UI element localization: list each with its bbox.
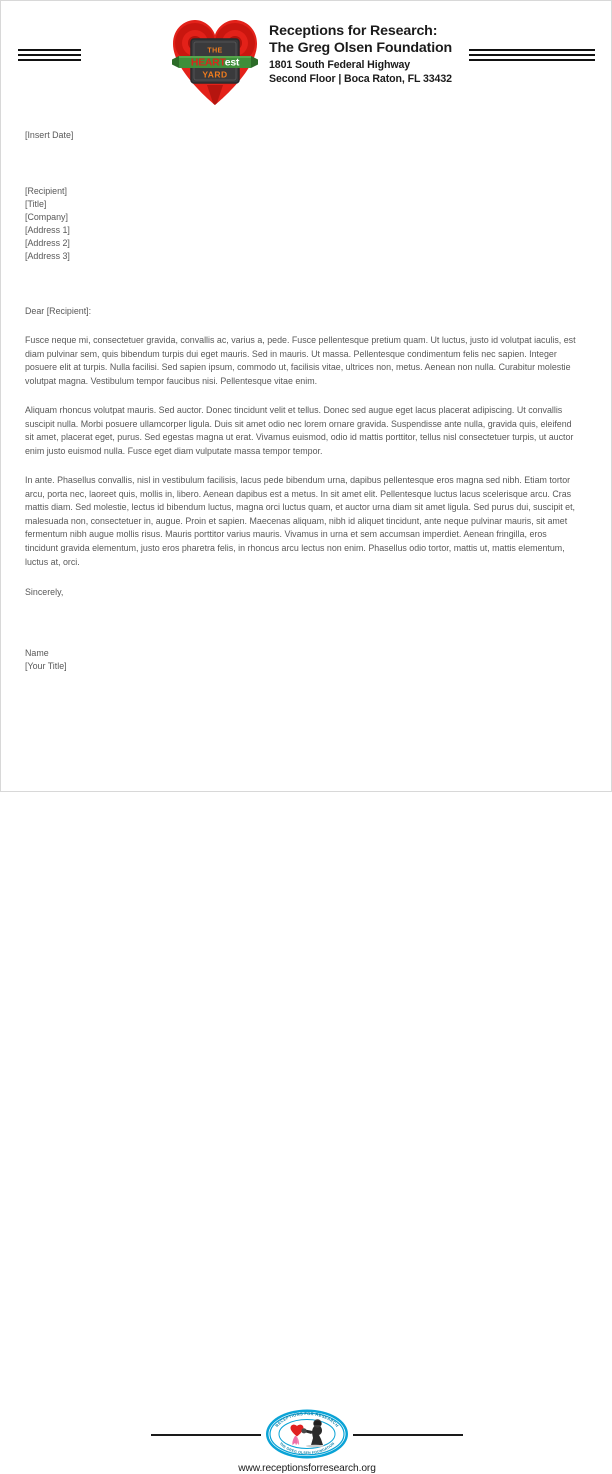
signer-name[interactable]: Name xyxy=(25,647,49,658)
letterhead-footer xyxy=(1,701,612,1474)
body-paragraph: Fusce neque mi, consectetuer gravida, convallis ac, varius a, pede. Fusce pellentesque pretium quam. Ut luctus, justo id volutpat iaculis, est diam pulvinar sem, quis bibendum turpis dui eget mauris. Sed in mauris. Ut massa. Pellentesque condimentum felis nec sapien. Integer posuere elit at turpis. Nulla facilisi. Sed sapien ipsum, commodo ut, facilisis vitae, ultrices non, metus. Aenean non nulla. Curabitur molestie volutpat magna. Vestibulum tempor faucibus nisi. Pellentesque vitae enim. xyxy=(25,335,576,386)
header-rule-line xyxy=(18,54,81,56)
svg-text:YARD: YARD xyxy=(202,69,228,80)
recipient-line[interactable]: [Address 2] xyxy=(25,237,70,248)
organization-identity xyxy=(269,23,509,85)
org-name-line-1: Receptions for Research: xyxy=(269,23,438,39)
letterhead-header xyxy=(1,1,612,113)
footer-website-url[interactable]: www.receptionsforresearch.org xyxy=(238,1463,376,1474)
signature-block xyxy=(25,647,581,673)
letter-body xyxy=(25,129,581,673)
recipient-line[interactable]: [Recipient] xyxy=(25,185,67,196)
body-paragraph: Aliquam rhoncus volutpat mauris. Sed auctor. Donec tincidunt velit et tellus. Donec sed augue eget lacus placerat adipiscing. Ut convallis suscipit nulla. Morbi posuere ullamcorper ligula. Duis sit amet odio nec lorem ornare gravida. Suspendisse ante nulla, gravida quis, eleifend sit amet, placerat eget, purus. Sed egestas magna ut erat. Vivamus euismod, odio id mattis porttitor, tellus nisl consectetuer turpis, ut auctor enim justo euismod nulla. Fusce eget diam vulputate massa tempor tempor. xyxy=(25,405,574,456)
date-placeholder[interactable]: [Insert Date] xyxy=(25,130,74,140)
header-rule-line xyxy=(18,59,81,61)
org-address-line-1: 1801 South Federal Highway xyxy=(269,58,411,71)
svg-text:RECEPTIONS FOR RESEARCH: RECEPTIONS FOR RESEARCH xyxy=(274,1410,340,1429)
recipient-line[interactable]: [Company] xyxy=(25,211,68,222)
footer-rule-right xyxy=(353,1434,463,1436)
svg-text:HEARTest: HEARTest xyxy=(190,56,240,69)
header-rule-line xyxy=(18,49,81,51)
header-rules-left xyxy=(18,49,81,61)
svg-text:THE GREG OLSEN FOUNDATION: THE GREG OLSEN FOUNDATION xyxy=(278,1441,336,1455)
recipient-line[interactable]: [Address 1] xyxy=(25,224,70,235)
org-name-line-2: The Greg Olsen Foundation xyxy=(269,40,453,57)
recipient-address-block[interactable] xyxy=(25,185,581,263)
signer-title[interactable]: [Your Title] xyxy=(25,660,67,671)
recipient-line[interactable]: [Title] xyxy=(25,198,47,209)
receptions-for-research-seal xyxy=(265,1409,349,1459)
closing-line: Sincerely, xyxy=(25,587,64,598)
svg-text:THE: THE xyxy=(207,47,223,55)
salutation[interactable]: Dear [Recipient]: xyxy=(25,305,92,316)
footer-rule-left xyxy=(151,1434,261,1436)
recipient-line[interactable]: [Address 3] xyxy=(25,250,70,261)
heartest-yard-heart-logo xyxy=(167,15,263,109)
body-paragraph: In ante. Phasellus convallis, nisl in vestibulum facilisis, lacus pede bibendum urna, dapibus pellentesque eros magna sed nibh. Etiam tortor arcu, porta nec, laoreet quis, mollis in, libero. Aenean dapibus est a metus. In sit amet elit. Pellentesque luctus lacus scelerisque arcu. Cras mattis diam. Sed molestie, lectus id bibendum luctus, magna orci luctus quam, et auctor urna diam sit amet ligula. Sed purus dui, suscipit et, malesuada non, consectetuer in, augue. Proin et sapien. Maecenas aliquam, nibh id aliquet tincidunt, ante neque pulvinar mauris, sit amet fermentum nibh augue mollis risus. Mauris porttitor varius mauris. Vivamus in urna et sem accumsan imperdiet. Aenean fringilla, eros tincidunt gravida elementum, justo eros pharetra felis, in rhoncus arcu lectus non enim. Phasellus odio tortor, mattis ut, mattis elementum, luctus at, orci. xyxy=(25,475,576,567)
org-address-line-2: Second Floor | Boca Raton, FL 33432 xyxy=(269,72,452,85)
